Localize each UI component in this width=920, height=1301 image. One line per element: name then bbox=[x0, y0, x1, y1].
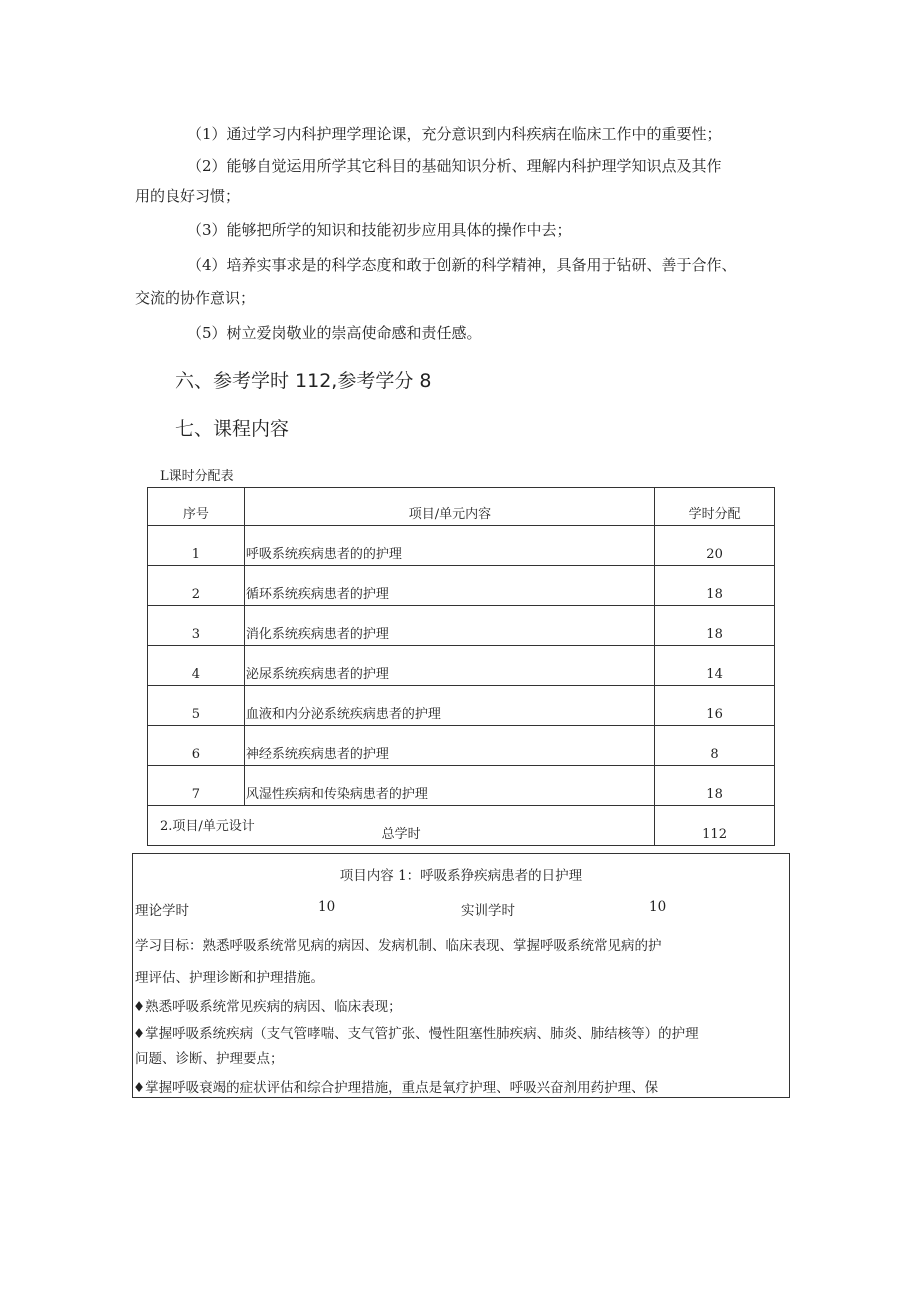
row-content: 消化系统疾病患者的护理 bbox=[244, 606, 654, 646]
row-hours: 14 bbox=[655, 646, 775, 686]
table-row bbox=[148, 606, 775, 646]
row-no: 3 bbox=[148, 606, 245, 646]
objective-3: （3）能够把所学的知识和技能初步应用具体的操作中去； bbox=[187, 221, 572, 239]
table-row bbox=[148, 766, 775, 806]
table-row bbox=[148, 646, 775, 686]
theory-hours-value: 10 bbox=[318, 899, 336, 915]
unit-design-box bbox=[132, 853, 790, 1098]
goal-bullet-3: ♦掌握呼吸衰竭的症状评估和综合护理措施，重点是氧疗护理、呼吸兴奋剂用药护理、保 bbox=[133, 1080, 659, 1096]
goal-bullet-2-cont: 问题、诊断、护理要点； bbox=[135, 1051, 284, 1067]
table2-caption: 2.项目/单元设计 bbox=[160, 819, 255, 834]
objective-2: （2）能够自觉运用所学其它科目的基础知识分析、理解内科护理学知识点及其作 bbox=[187, 157, 722, 175]
practice-hours-value: 10 bbox=[649, 899, 667, 915]
section-7-heading: 七、课程内容 bbox=[175, 418, 290, 440]
goal-bullet-2: ♦掌握呼吸系统疾病（支气管哮喘、支气管扩张、慢性阻塞性肺疾病、肺炎、肺结核等）的护理 bbox=[133, 1026, 699, 1042]
row-no: 7 bbox=[148, 766, 245, 806]
row-no: 2 bbox=[148, 566, 245, 606]
practice-hours-label: 实训学时 bbox=[461, 903, 515, 919]
row-content: 风湿性疾病和传染病患者的护理 bbox=[244, 766, 654, 806]
row-content: 呼吸系统疾病患者的的护理 bbox=[244, 526, 654, 566]
header-content: 项目/单元内容 bbox=[244, 488, 654, 526]
learning-goal-line2: 理评估、护理诊断和护理措施。 bbox=[135, 970, 324, 986]
total-value: 112 bbox=[655, 806, 775, 846]
row-content: 神经系统疾病患者的护理 bbox=[244, 726, 654, 766]
row-content: 循环系统疾病患者的护理 bbox=[244, 566, 654, 606]
objective-4-cont: 交流的协作意识； bbox=[135, 289, 256, 307]
table1-caption: L课时分配表 bbox=[160, 469, 234, 484]
table-row bbox=[148, 526, 775, 566]
goal-bullet-1: ♦熟悉呼吸系统常见疾病的病因、临床表现； bbox=[133, 999, 402, 1015]
theory-hours-label: 理论学时 bbox=[135, 903, 189, 919]
section-6-heading: 六、参考学时 112,参考学分 8 bbox=[175, 370, 432, 392]
row-hours: 16 bbox=[655, 686, 775, 726]
objective-4: （4）培养实事求是的科学态度和敢于创新的科学精神，具备用于钻研、善于合作、 bbox=[187, 256, 737, 274]
table-header-row bbox=[148, 488, 775, 526]
row-hours: 8 bbox=[655, 726, 775, 766]
header-no: 序号 bbox=[148, 488, 245, 526]
row-hours: 18 bbox=[655, 606, 775, 646]
objective-1: （1）通过学习内科护理学理论课，充分意识到内科疾病在临床工作中的重要性； bbox=[187, 125, 722, 143]
objective-2-cont: 用的良好习惯； bbox=[135, 187, 241, 205]
total-label: 总学时 bbox=[148, 806, 655, 846]
row-hours: 18 bbox=[655, 766, 775, 806]
table-row bbox=[148, 726, 775, 766]
row-no: 4 bbox=[148, 646, 245, 686]
row-no: 6 bbox=[148, 726, 245, 766]
header-hours: 学时分配 bbox=[655, 488, 775, 526]
row-hours: 18 bbox=[655, 566, 775, 606]
hours-table bbox=[147, 487, 775, 846]
row-no: 1 bbox=[148, 526, 245, 566]
objective-5: （5）树立爱岗敬业的崇高使命感和责任感。 bbox=[187, 324, 482, 342]
row-content: 血液和内分泌系统疾病患者的护理 bbox=[244, 686, 654, 726]
table-row bbox=[148, 566, 775, 606]
design-title: 项目内容 1：呼吸系狰疾病患者的日护理 bbox=[339, 868, 583, 884]
row-no: 5 bbox=[148, 686, 245, 726]
table-row bbox=[148, 686, 775, 726]
learning-goal-line1: 学习目标：熟悉呼吸系统常见病的病因、发病机制、临床表现、掌握呼吸系统常见病的护 bbox=[135, 938, 662, 954]
row-content: 泌尿系统疾病患者的护理 bbox=[244, 646, 654, 686]
row-hours: 20 bbox=[655, 526, 775, 566]
